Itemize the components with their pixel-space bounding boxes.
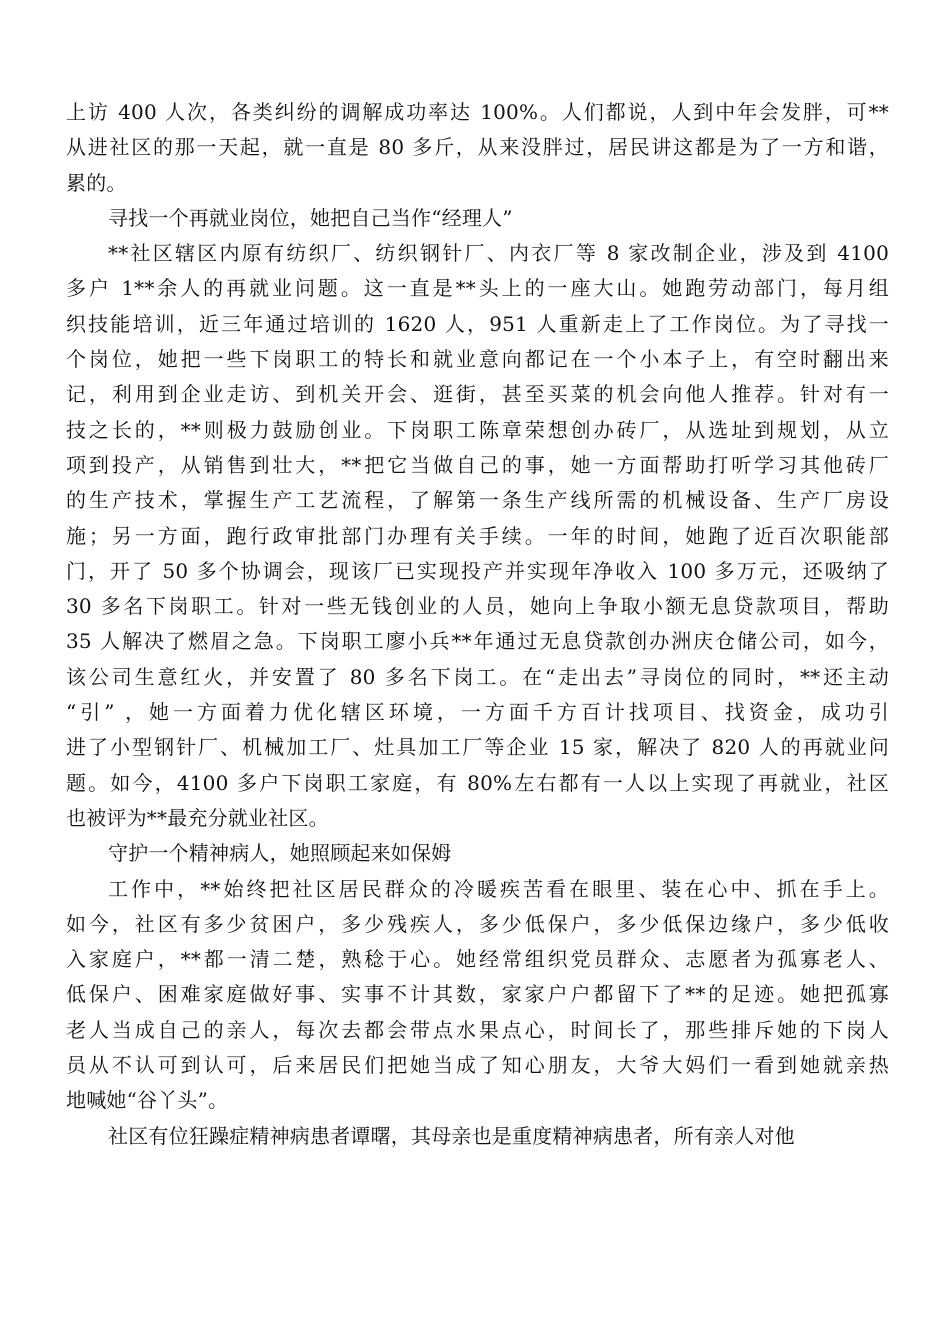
text-line: 个岗位，她把一些下岗职工的特长和就业意向都记在一个小本子上，有空时翻出来 [66,347,889,372]
text-line: 织技能培训，近三年通过培训的 1620 人，951 人重新走上了工作岗位。为了寻找一 [66,311,889,336]
text-line: 入家庭户，**都一清二楚，熟稔于心。她经常组织党员群众、志愿者为孤寡老人、 [66,947,889,972]
text-line: 从进社区的那一天起，就一直是 80 多斤，从来没胖过，居民讲这都是为了一方和谐， [66,135,889,160]
paragraph [66,1119,889,1154]
text-line: 进了小型钢针厂、机械加工厂、灶具加工厂等企业 15 家，解决了 820 人的再就业问 [66,735,889,760]
text-line: 施；另一方面，跑行政审批部门办理有关手续。一年的时间，她跑了近百次职能部 [66,523,889,548]
paragraph [66,236,889,836]
text-line: 多户 1**余人的再就业问题。这一直是**头上的一座大山。她跑劳动部门，每月组 [66,276,889,301]
text-line: 老人当成自己的亲人，每次去都会带点水果点心，时间长了，那些排斥她的下岗人 [66,1017,889,1042]
text-line: 寻找一个再就业岗位，她把自己当作“经理人” [108,205,513,230]
text-line: 该公司生意红火，并安置了 80 多名下岗工。在“走出去”寻岗位的同时，**还主动 [66,664,889,689]
text-line: 如今，社区有多少贫困户，多少残疾人，多少低保户，多少低保边缘户，多少低收 [66,911,889,936]
text-line: 的生产技术，掌握生产工艺流程，了解第一条生产线所需的机械设备、生产厂房设 [66,488,889,513]
text-line: 累的。 [66,170,127,195]
text-line: **社区辖区内原有纺织厂、纺织钢针厂、内衣厂等 8 家改制企业，涉及到 4100 [108,241,889,266]
text-line: 也被评为**最充分就业社区。 [66,805,329,830]
text-line: 工作中，**始终把社区居民群众的冷暖疾苦看在眼里、装在心中、抓在手上。 [108,876,889,901]
text-line: 社区有位狂躁症精神病患者谭曙，其母亲也是重度精神病患者，所有亲人对他 [108,1123,795,1148]
paragraph [66,95,889,201]
text-line: 门，开了 50 多个协调会，现该厂已实现投产并实现年净收入 100 多万元，还吸纳了 [66,558,889,583]
text-line: 守护一个精神病人，她照顾起来如保姆 [108,841,452,866]
text-line: 员从不认可到认可，后来居民们把她当成了知心朋友，大爷大妈们一看到她就亲热 [66,1053,889,1078]
paragraph [66,872,889,1119]
document-body [66,95,889,1154]
text-line: 题。如今，4100 多户下岗职工家庭，有 80%左右都有一人以上实现了再就业，社区 [66,770,889,795]
text-line: 35 人解决了燃眉之急。下岗职工廖小兵**年通过无息贷款创办洲庆仓储公司，如今， [66,629,889,654]
text-line: 技之长的，**则极力鼓励创业。下岗职工陈章荣想创办砖厂，从选址到规划，从立 [66,417,889,442]
text-line: 地喊她“谷丫头”。 [66,1088,229,1113]
section-heading [66,201,889,236]
text-line: 记，利用到企业走访、到机关开会、逛街，甚至买菜的机会向他人推荐。针对有一 [66,382,889,407]
text-line: 项到投产，从销售到壮大，**把它当做自己的事，她一方面帮助打听学习其他砖厂 [66,452,889,477]
text-line: “引” ，她一方面着力优化辖区环境，一方面千方百计找项目、找资金，成功引 [66,700,889,725]
text-line: 30 多名下岗职工。针对一些无钱创业的人员，她向上争取小额无息贷款项目，帮助 [66,594,889,619]
text-line: 低保户、困难家庭做好事、实事不计其数，家家户户都留下了**的足迹。她把孤寡 [66,982,889,1007]
text-line: 上访 400 人次，各类纠纷的调解成功率达 100%。人们都说，人到中年会发胖，可** [66,100,889,124]
section-heading [66,836,889,871]
